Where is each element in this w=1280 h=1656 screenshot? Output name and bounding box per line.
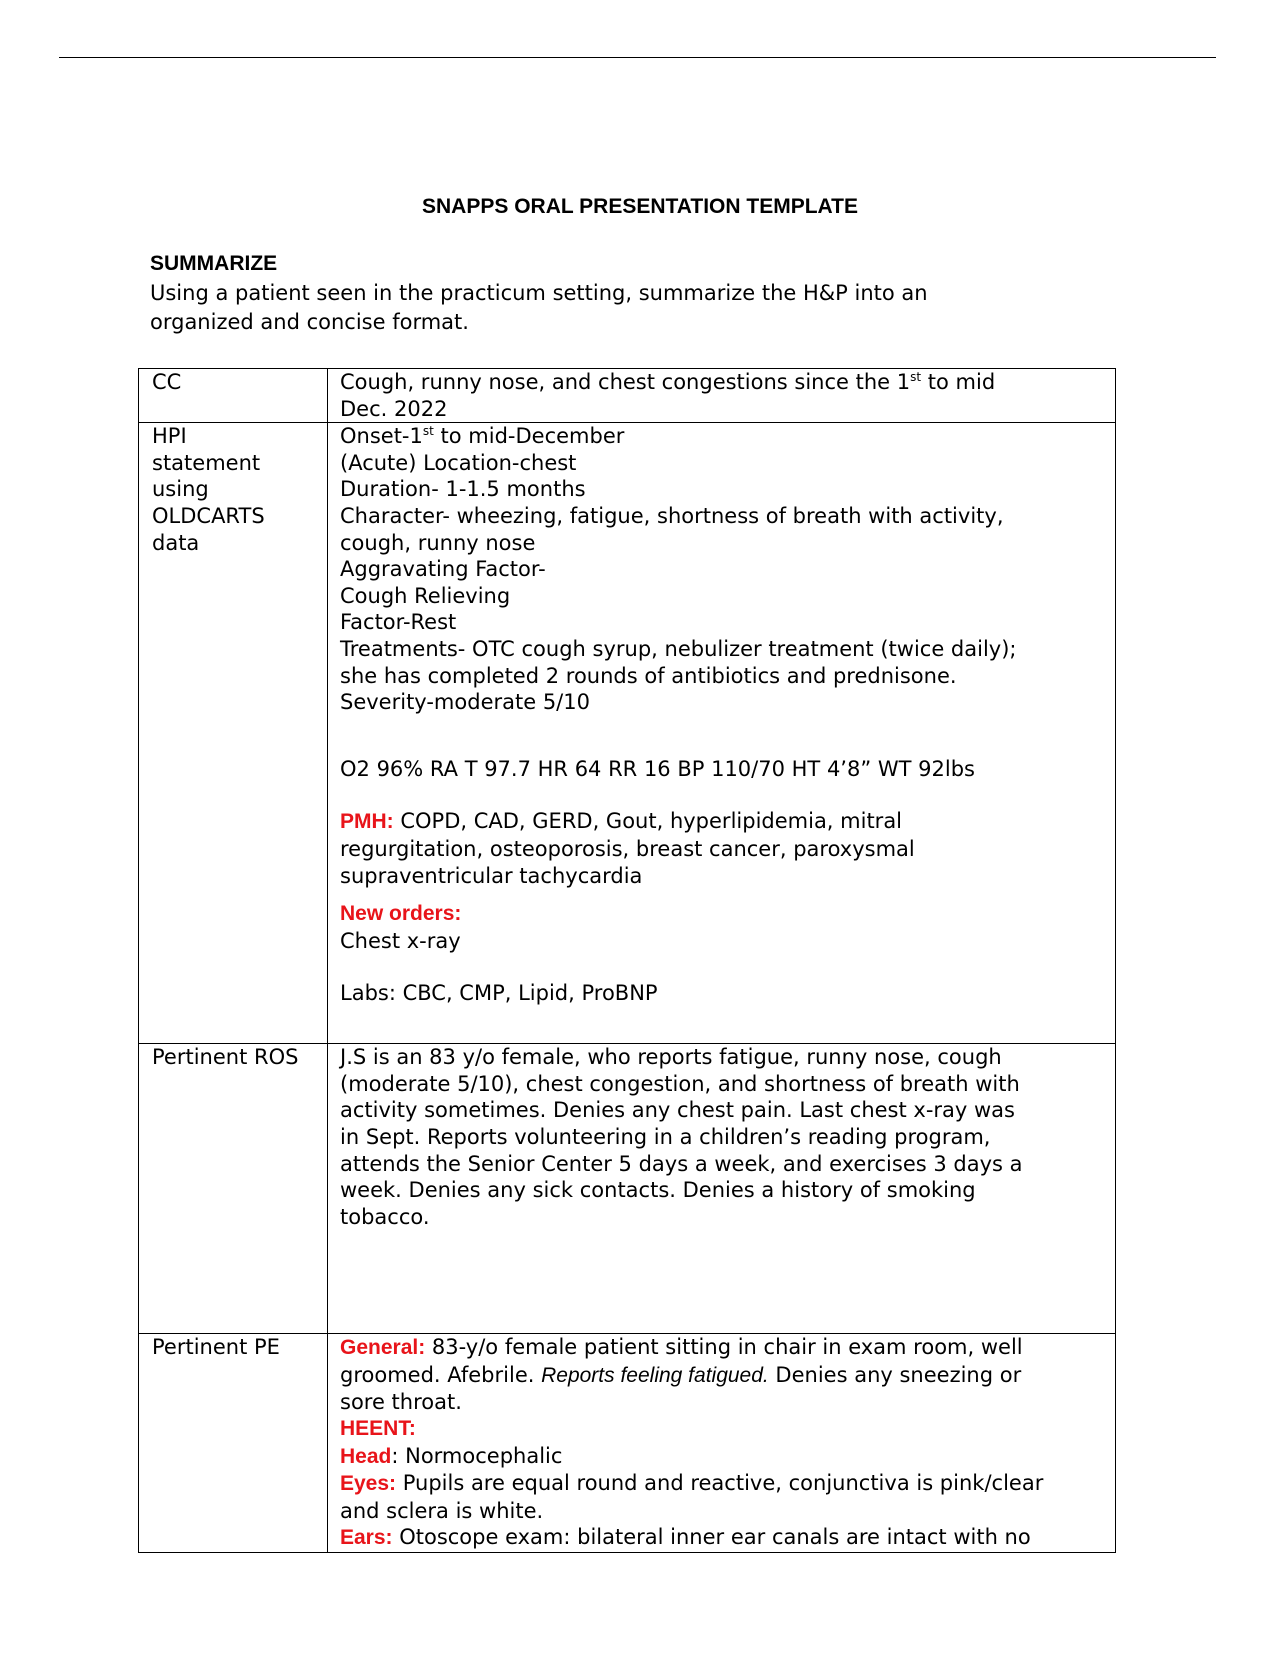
ros-line: attends the Senior Center 5 days a week, and exercises 3 days a <box>340 1151 1023 1176</box>
row-hpi <box>139 423 1116 1044</box>
pe-italic-text: Reports feeling fatigued. <box>541 1363 769 1387</box>
intro-paragraph <box>150 279 1050 337</box>
head-label: Head <box>340 1444 392 1468</box>
hpi-line: Cough Relieving <box>340 583 511 608</box>
hpi-line: Severity-moderate 5/10 <box>340 690 590 715</box>
cc-text: Cough, runny nose, and chest congestions since the 1 <box>340 370 911 394</box>
ros-line: (moderate 5/10), chest congestion, and shortness of breath with <box>340 1071 1020 1096</box>
hpi-line: Character- wheezing, fatigue, shortness of breath with activity, <box>340 503 1004 528</box>
header-rule <box>59 57 1216 58</box>
hpi-label-line: OLDCARTS <box>152 503 265 528</box>
pe-text: Denies any sneezing or <box>768 1362 1022 1387</box>
pe-text: 83-y/o female patient sitting in chair in exam room, well <box>425 1335 1023 1360</box>
pe-text: Pupils are equal round and reactive, conjunctiva is pink/clear <box>396 1471 1044 1496</box>
pmh-text: COPD, CAD, GERD, Gout, hyperlipidemia, mitral <box>393 809 903 834</box>
row-pe <box>139 1334 1116 1553</box>
label-cc: CC <box>139 369 328 423</box>
heent-label: HEENT: <box>340 1416 416 1440</box>
hpi-onset-text: to mid-December <box>433 424 625 449</box>
intro-line: Using a patient seen in the practicum setting, summarize the H&P into an <box>150 281 928 305</box>
general-label: General: <box>340 1336 426 1360</box>
cc-superscript: st <box>910 370 922 384</box>
hpi-line: Treatments- OTC cough syrup, nebulizer treatment (twice daily); <box>340 636 1017 661</box>
ears-label: Ears: <box>340 1526 393 1550</box>
cell-cc <box>328 369 1116 423</box>
pe-text: Otoscope exam: bilateral inner ear canals are intact with no <box>392 1525 1031 1550</box>
pe-text: sore throat. <box>340 1390 462 1415</box>
cc-text: Dec. 2022 <box>340 396 448 421</box>
label-hpi <box>139 423 328 1044</box>
pe-text: : Normocephalic <box>391 1443 563 1468</box>
hpi-label-line: statement <box>152 450 261 475</box>
hpi-line: she has completed 2 rounds of antibiotics and prednisone. <box>340 663 957 688</box>
hpi-label-line: data <box>152 530 200 555</box>
pmh-text: regurgitation, osteoporosis, breast cancer, paroxysmal <box>340 836 915 861</box>
ros-line: activity sometimes. Denies any chest pain. Last chest x-ray was <box>340 1098 1015 1123</box>
hpi-line: Duration- 1-1.5 months <box>340 477 586 502</box>
cell-pe <box>328 1334 1116 1553</box>
row-cc <box>139 369 1116 423</box>
pmh-label: PMH: <box>340 810 394 834</box>
section-heading-summarize: SUMMARIZE <box>150 252 278 275</box>
ros-line: J.S is an 83 y/o female, who reports fatigue, runny nose, cough <box>340 1045 1002 1070</box>
document-title: SNAPPS ORAL PRESENTATION TEMPLATE <box>422 195 858 218</box>
label-ros: Pertinent ROS <box>139 1044 328 1334</box>
cc-text: to mid <box>921 370 996 394</box>
pe-eyes <box>340 1470 1111 1498</box>
ros-line: tobacco. <box>340 1204 430 1229</box>
pmh-text: supraventricular tachycardia <box>340 863 643 888</box>
hpi-label-line: HPI <box>152 424 187 449</box>
pe-head <box>340 1443 1111 1471</box>
hpi-vitals: O2 96% RA T 97.7 HR 64 RR 16 BP 110/70 HT 4’8” WT 92lbs <box>340 756 975 781</box>
hpi-line: Aggravating Factor- <box>340 557 546 582</box>
new-orders-label: New orders: <box>340 902 462 926</box>
hpi-line: (Acute) Location-chest <box>340 450 577 475</box>
pe-text: and sclera is white. <box>340 1498 544 1523</box>
label-pe: Pertinent PE <box>139 1334 328 1553</box>
hpi-onset-superscript: st <box>422 424 434 439</box>
new-orders-item: Chest x-ray <box>340 928 461 953</box>
hpi-onset-text: Onset-1 <box>340 424 423 449</box>
eyes-label: Eyes: <box>340 1472 397 1496</box>
hp-summary-table <box>138 368 1116 1553</box>
hpi-line: Factor-Rest <box>340 610 457 635</box>
hpi-onset <box>340 423 1111 450</box>
pe-text: groomed. Afebrile. <box>340 1362 542 1387</box>
hpi-pmh <box>340 808 1111 836</box>
row-ros <box>139 1044 1116 1334</box>
cell-hpi <box>328 423 1116 1044</box>
hpi-labs: Labs: CBC, CMP, Lipid, ProBNP <box>340 981 658 1006</box>
pe-ears <box>340 1524 1111 1552</box>
hpi-line: cough, runny nose <box>340 530 536 555</box>
pe-general <box>340 1334 1111 1362</box>
cell-ros <box>328 1044 1116 1334</box>
hpi-label-line: using <box>152 477 209 502</box>
intro-line: organized and concise format. <box>150 310 469 334</box>
pe-general <box>340 1362 1111 1390</box>
ros-line: week. Denies any sick contacts. Denies a history of smoking <box>340 1178 976 1203</box>
ros-line: in Sept. Reports volunteering in a children’s reading program, <box>340 1124 991 1149</box>
